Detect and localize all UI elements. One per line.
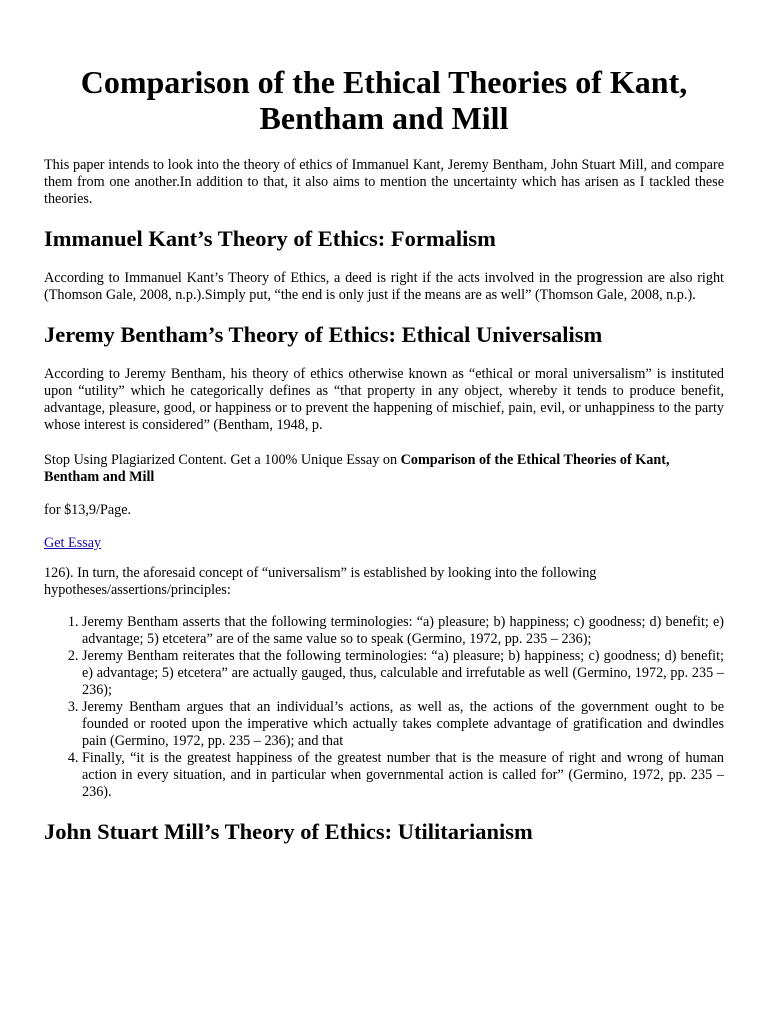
continuation-paragraph: 126). In turn, the aforesaid concept of “universalism” is established by looking into the following hypotheses/assertions/principles: (44, 565, 597, 598)
mill-heading: John Stuart Mill’s Theory of Ethics: Utilitarianism (44, 819, 533, 844)
list-item: 4. Finally, “it is the greatest happiness of the greatest number that is the measure of right and wrong of human action in every situation, and in particular when governmental action is called for” (Germino, 1972, pp. 235 – 236). (82, 750, 724, 801)
title-line-1: Comparison of the Ethical Theories of Kant, (80, 64, 688, 100)
intro-paragraph: This paper intends to look into the theory of ethics of Immanuel Kant, Jeremy Bentham, John Stuart Mill, and compare them from one another.In addition to that, it also aims to mention the uncertainty which has arisen as I tackled these theories. (44, 157, 724, 207)
title-line-2: Bentham and Mill (259, 100, 509, 136)
kant-heading: Immanuel Kant’s Theory of Ethics: Formalism (44, 226, 496, 251)
list-item: 2. Jeremy Bentham reiterates that the following terminologies: “a) pleasure; b) happiness; c) goodness; d) benefit; e) advantage; 5) etcetera” are actually gauged, thus, calculable and irrefutable as well (Germino, 1972, pp. 235 – 236); (82, 648, 724, 699)
get-essay-paragraph (44, 535, 724, 552)
kant-paragraph: According to Immanuel Kant’s Theory of Ethics, a deed is right if the acts involved in the progression are also right (Thomson Gale, 2008, n.p.).Simply put, “the end is only just if the means are as well” (Thomson Gale, 2008, n.p.). (44, 270, 724, 303)
get-essay-link[interactable]: Get Essay (44, 535, 102, 551)
promo-paragraph (44, 452, 724, 486)
list-item: 1. Jeremy Bentham asserts that the following terminologies: “a) pleasure; b) happiness; c) goodness; d) benefit; e) advantage; 5) etcetera” are of the same value so to speak (Germino, 1972, pp. 235 – 236); (82, 614, 724, 648)
bentham-paragraph: According to Jeremy Bentham, his theory of ethics otherwise known as “ethical or moral universalism” is instituted upon “utility” which he categorically defines as “that property in any object, whereby it tends to produce benefit, advantage, pleasure, good, or happiness or to prevent the happening of mischief, pain, evil, or unhappiness to the party whose interest is considered” (Bentham, 1948, p. (44, 366, 724, 433)
list-item: 3. Jeremy Bentham argues that an individual’s actions, as well as, the actions of the government ought to be founded or rooted upon the imperative which actually takes complete advantage of gratification and dwindles pain (Germino, 1972, pp. 235 – 236); and that (82, 699, 724, 750)
page-title (44, 0, 724, 136)
promo-prefix: Stop Using Plagiarized Content. Get a 100% Unique Essay on (44, 452, 401, 468)
bentham-heading: Jeremy Bentham’s Theory of Ethics: Ethical Universalism (44, 322, 603, 347)
principles-list (44, 614, 724, 801)
promo-essay-title: Comparison of the Ethical Theories of Kant, Bentham and Mill (44, 452, 670, 485)
promo-price: for $13,9/Page. (44, 502, 132, 518)
